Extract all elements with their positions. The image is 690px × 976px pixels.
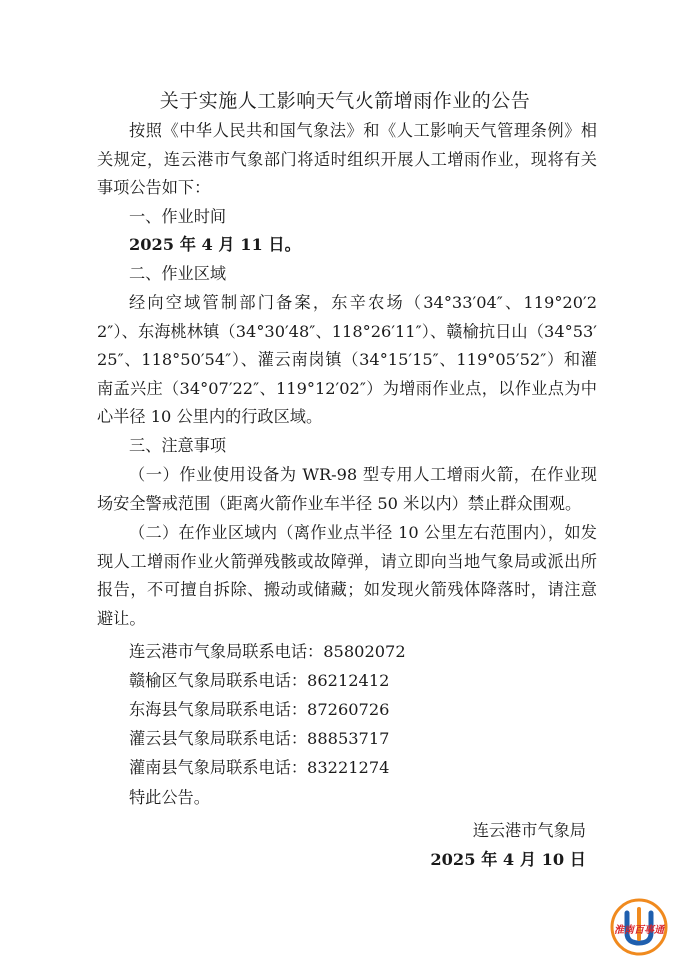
contact-line: 东海县气象局联系电话：87260726 (129, 700, 390, 719)
section1-heading: 一、作业时间 (129, 207, 227, 226)
closing-line: 特此公告。 (129, 788, 210, 807)
intro-paragraph: 按照《中华人民共和国气象法》和《人工影响天气管理条例》相关规定，连云港市气象部门将适时组织开展人工增雨作业，现将有关事项公告如下： (97, 121, 597, 197)
contact-line: 赣榆区气象局联系电话：86212412 (129, 671, 390, 690)
note1-paragraph: （一）作业使用设备为 WR-98 型专用人工增雨火箭，在作业现场安全警戒范围（距离火箭作业车半径 50 米以内）禁止群众围观。 (97, 465, 597, 513)
signature-org: 连云港市气象局 (472, 821, 586, 840)
section1-date: 2025 年 4 月 11 日。 (129, 235, 301, 254)
document-title: 关于实施人工影响天气火箭增雨作业的公告 (159, 90, 531, 112)
contact-line: 灌南县气象局联系电话：83221274 (129, 758, 390, 777)
watermark-text: 淮南百事通 (614, 925, 664, 936)
signature-date: 2025 年 4 月 10 日 (430, 850, 586, 869)
contact-line: 连云港市气象局联系电话：85802072 (129, 642, 406, 661)
contact-line: 灌云县气象局联系电话：88853717 (129, 729, 390, 748)
section2-heading: 二、作业区域 (129, 264, 227, 283)
note2-paragraph: （二）在作业区域内（离作业点半径 10 公里左右范围内），如发现人工增雨作业火箭弹残骸或故障弹，请立即向当地气象局或派出所报告，不可擅自拆除、搬动或储藏；如发现火箭残体降落时，请注意避让。 (97, 523, 597, 628)
watermark-logo-icon (603, 893, 675, 965)
section2-body: 经向空域管制部门备案，东辛农场（34°33′04″、119°20′22″）、东海桃林镇（34°30′48″、118°26′11″）、赣榆抗日山（34°53′25″、118°50′54″）、灌云南岗镇（34°15′15″、119°05′52″）和灌南孟兴庄（34°07′22″、119°12′02″）为增雨作业点，以作业点为中心半径 10 公里内的行政区域。 (97, 293, 597, 426)
section3-heading: 三、注意事项 (129, 436, 227, 455)
